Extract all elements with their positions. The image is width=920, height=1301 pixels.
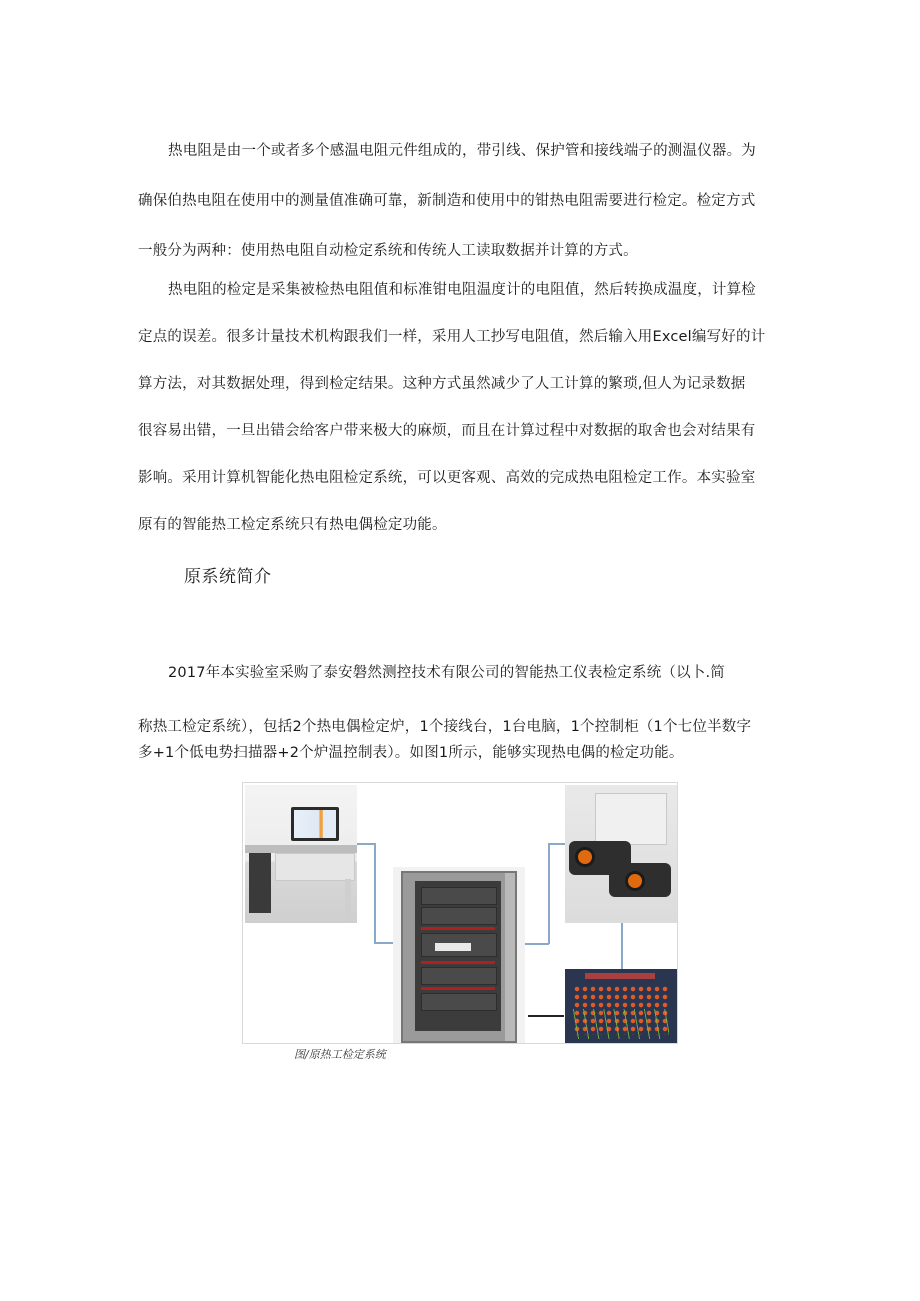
- text-line: 算方法，对其数据处理，得到检定结果。这种方式虽然减少了人工计算的繁琐,但人为记录数据: [138, 376, 746, 392]
- paragraph-verification: [138, 267, 784, 549]
- terminal-board-photo: [565, 969, 677, 1043]
- text-line: 一般分为两种：使用热电阻自动检定系统和传统人工读取数据并计算的方式。: [138, 243, 638, 259]
- text-line: 多+1个低电势扫描器+2个炉温控制表）。如图1所示，能够实现热电偶的检定功能。: [138, 745, 684, 761]
- text-line: 影响。采用计算机智能化热电阻检定系统，可以更客观、高效的完成热电阻检定工作。本实验室: [138, 470, 756, 486]
- section-heading: 原系统简介: [184, 567, 272, 587]
- text-line: 称热工检定系统），包括2个热电偶检定炉，1个接线台，1台电脑，1个控制柜（1个七位半数字: [138, 719, 752, 735]
- paragraph-intro: [138, 126, 784, 276]
- text-line: 热电阻的检定是采集被检热电阻值和标准钳电阻温度计的电阻值，然后转换成温度，计算检: [168, 282, 756, 298]
- text-line: 2017年本实验室采购了泰安磐然测控技术有限公司的智能热工仪表检定系统（以卜.简: [168, 665, 726, 681]
- text-line: 定点的误差。很多计量技术机构跟我们一样，采用人工抄写电阻值，然后输入用Excel编写好的计: [138, 329, 766, 345]
- control-cabinet-photo: [393, 867, 525, 1043]
- text-line: 热电阻是由一个或者多个感温电阻元件组成的，带引线、保护管和接线端子的测温仪器。为: [168, 143, 756, 159]
- text-line: 很容易出错，一旦出错会给客户带来极大的麻烦，而且在计算过程中对数据的取舍也会对结果有: [138, 423, 756, 439]
- paragraph-original-system: [138, 660, 784, 766]
- text-line: 原有的智能热工检定系统只有热电偶检定功能。: [138, 517, 447, 533]
- monitor-icon: [291, 807, 339, 841]
- text-line: 确保伯热电阻在使用中的测量值准确可靠，新制造和使用中的钳热电阻需要进行检定。检定方式: [138, 193, 756, 209]
- furnace-photo: [565, 785, 677, 923]
- system-figure: [242, 782, 678, 1044]
- computer-photo: [245, 785, 357, 923]
- figure-caption: 图/原热工检定系统: [294, 1048, 386, 1061]
